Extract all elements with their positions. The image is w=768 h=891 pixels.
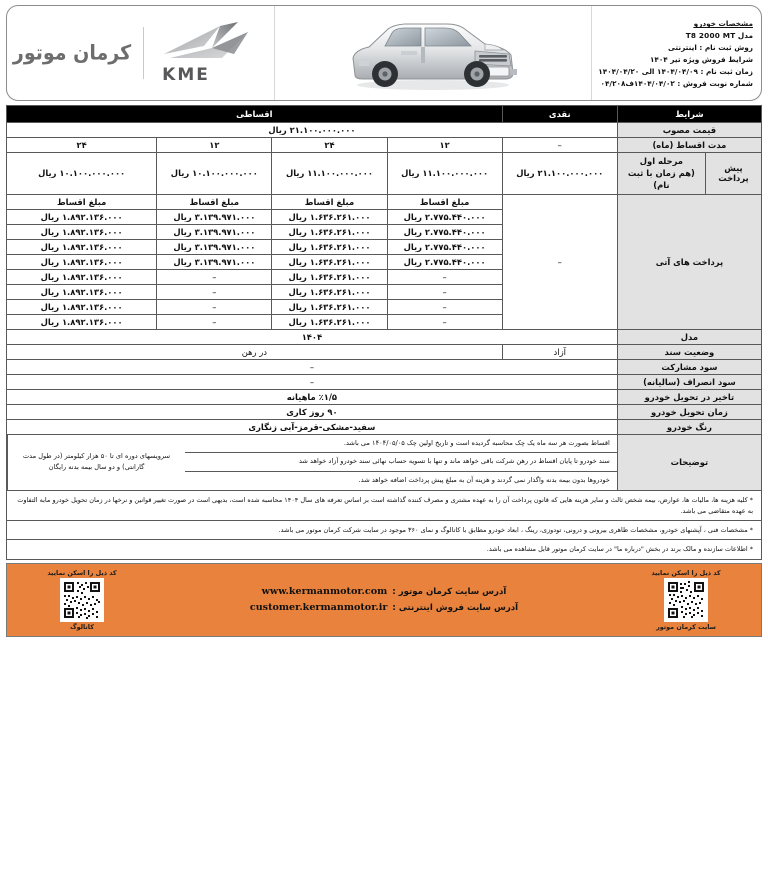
value-delivery-delay: ٪۱/۵ ماهیانه (7, 389, 618, 404)
value-vehicle-color: سفید-مشکی-قرمز-آبی زنگاری (7, 419, 618, 434)
row-vehicle-color (7, 419, 762, 434)
table-header-row (7, 106, 762, 123)
brand-logo (7, 6, 275, 100)
inst-cell: – (157, 269, 272, 284)
row-partnership-profit (7, 359, 762, 374)
prepay-stage-sub: (هم زمان با ثبت نام) (627, 168, 695, 191)
prepay-stage-main: مرحله اول (639, 156, 683, 166)
inst-cell: ۱.۶۳۶.۲۶۱.۰۰۰ ریال (272, 284, 387, 299)
vehicle-specs-block (591, 6, 761, 100)
row-notes (7, 434, 762, 491)
shop-address-label: آدرس سایت فروش اینترنتی : (392, 602, 519, 613)
shop-address-line (250, 602, 518, 613)
register-time: زمان ثبت نام : ۱۴۰۴/۰۴/۰۹ الی ۱۴۰۴/۰۴/۲۰ (598, 66, 753, 76)
value-model: ۱۴۰۴ (7, 329, 618, 344)
inst-cell: ۱.۶۳۶.۲۶۱.۰۰۰ ریال (272, 269, 387, 284)
note-bullet: * کلیه هزینه ها، مالیات ها، عوارض، بیمه شخص ثالث و سایر هزینه هایی که قانون پرداخت آن را به عهده مشتری و مصرف کننده گذاشته است بر اساس تعرفه های سال ۱۴۰۴ محاسبه شده است، بدیهی است در صورت تغییر قوانین و نرخها در زمان تحویل خودرو مابه التفاوت به عهده متقاضی می باشد. (7, 491, 761, 521)
document-header (6, 5, 762, 101)
inst-cell: ۱.۶۳۶.۲۶۱.۰۰۰ ریال (272, 314, 387, 329)
footer-addresses (157, 586, 611, 613)
vehicle-image-block (275, 6, 591, 100)
qr-caption-site: سایت کرمان موتور (656, 622, 716, 631)
label-delivery-time: زمان تحویل خودرو (617, 404, 761, 419)
inst-cell: ۱.۸۹۲.۱۳۶.۰۰۰ ریال (7, 284, 157, 299)
value-delivery-time: ۹۰ روز کاری (7, 404, 618, 419)
label-prepayment: پیش پرداخت (705, 153, 761, 195)
inst-cell: ۱.۸۹۲.۱۳۶.۰۰۰ ریال (7, 239, 157, 254)
installment-header-2: مبلغ اقساط (272, 194, 387, 209)
inst-cell: – (387, 269, 502, 284)
inst-cell: ۱.۸۹۲.۱۳۶.۰۰۰ ریال (7, 269, 157, 284)
qr-code-site-icon[interactable] (664, 578, 708, 622)
document-footer (6, 563, 762, 637)
inst-cell: ۱.۸۹۲.۱۳۶.۰۰۰ ریال (7, 254, 157, 269)
label-delivery-delay: تاخیر در تحویل خودرو (617, 389, 761, 404)
header-terms: شرایط (617, 106, 761, 123)
cash-future-dash: – (502, 194, 617, 329)
price-conditions-table (6, 105, 762, 560)
inst-cell: ۲.۷۷۵.۴۴۰.۰۰۰ ریال (387, 239, 502, 254)
doc-status-installment: در رهن (7, 344, 503, 359)
inst-cell: ۲.۷۷۵.۴۴۰.۰۰۰ ریال (387, 254, 502, 269)
row-model (7, 329, 762, 344)
pickup-truck-icon (335, 11, 531, 95)
inst-cell: – (157, 314, 272, 329)
row-notes-bullets (7, 491, 762, 560)
header-cash: نقدی (502, 106, 617, 123)
inst-cell: ۳.۱۳۹.۹۷۱.۰۰۰ ریال (157, 254, 272, 269)
installment-header-3: مبلغ اقساط (157, 194, 272, 209)
sale-round-number: شماره نوبت فروش : ۱۴۰۴/۰۴/۰۲ف۰۴/۲۰۸ (600, 78, 753, 88)
inst-cell: ۱.۸۹۲.۱۳۶.۰۰۰ ریال (7, 209, 157, 224)
label-prepayment-stage (617, 153, 705, 195)
row-delivery-time (7, 404, 762, 419)
specs-title: مشخصات خودرو (693, 19, 753, 29)
prepay-col-1: ۱۱.۱۰۰.۰۰۰.۰۰۰ ریال (387, 153, 502, 195)
scan-caption-left: کد ذیل را اسکن نمایید (47, 568, 117, 577)
row-prepayment (7, 153, 762, 195)
inst-cell: ۲.۷۷۵.۴۴۰.۰۰۰ ریال (387, 224, 502, 239)
site-address-url[interactable]: www.kermanmotor.com (261, 586, 388, 598)
qr-block-catalog (7, 564, 157, 636)
note-sub-item: اقساط بصورت هر سه ماه یک چک محاسبه گردیده است و تاریخ اولین چک ۱۴۰۴/۰۵/۰۵ می باشد. (185, 435, 617, 454)
notes-sub-list (185, 435, 617, 491)
kme-wordmark: KME (162, 65, 210, 85)
inst-cell: – (387, 314, 502, 329)
inst-cell: ۱.۶۳۶.۲۶۱.۰۰۰ ریال (272, 299, 387, 314)
label-future-payments: پرداخت های آتی (617, 194, 761, 329)
shop-address-url[interactable]: customer.kermanmotor.ir (249, 602, 388, 614)
inst-cell: – (387, 284, 502, 299)
note-sub-item: سند خودرو تا پایان اقساط در رهن شرکت باقی خواهد ماند و تنها با تسویه حساب نهائی سند خودرو آزاد خواهد شد (185, 453, 617, 472)
notes-container (7, 434, 618, 491)
scan-caption-right: کد ذیل را اسکن نمایید (651, 568, 721, 577)
site-address-line (262, 586, 507, 597)
inst-cell: ۳.۱۳۹.۹۷۱.۰۰۰ ریال (157, 239, 272, 254)
row-doc-status (7, 344, 762, 359)
prepay-col-4: ۱۰.۱۰۰.۰۰۰.۰۰۰ ریال (7, 153, 157, 195)
value-partnership-profit: – (7, 359, 618, 374)
label-approved-price: قیمت مصوب (617, 123, 761, 138)
inst-cell: ۱.۸۹۲.۱۳۶.۰۰۰ ریال (7, 299, 157, 314)
label-doc-status: وضعیت سند (617, 344, 761, 359)
label-cancel-profit: سود انصراف (سالیانه) (617, 374, 761, 389)
installment-header-4: مبلغ اقساط (7, 194, 157, 209)
label-duration: مدت اقساط (ماه) (617, 138, 761, 153)
note-bullet: * اطلاعات سازنده و مالک برند در بخش "درباره ما" در سایت کرمان موتور قابل مشاهده می باشد. (486, 545, 753, 554)
row-approved-price (7, 123, 762, 138)
doc-status-cash: آزاد (502, 344, 617, 359)
duration-cash: – (502, 138, 617, 153)
prepay-col-2: ۱۱.۱۰۰.۰۰۰.۰۰۰ ریال (272, 153, 387, 195)
site-address-label: آدرس سایت کرمان موتور : (392, 586, 507, 597)
inst-cell: ۱.۶۳۶.۲۶۱.۰۰۰ ریال (272, 239, 387, 254)
note-sub-item: خودروها بدون بیمه بدنه واگذار نمی گردند و هزینه آن به مبلغ پیش پرداخت اضافه خواهد شد. (358, 476, 610, 485)
value-approved-price: ۲۱.۱۰۰.۰۰۰.۰۰۰ ریال (7, 123, 618, 138)
inst-cell: ۳.۱۳۹.۹۷۱.۰۰۰ ریال (157, 224, 272, 239)
notes-bullets-container (7, 491, 762, 560)
sale-conditions: شرایط فروش ویژه تیر ۱۴۰۴ (649, 55, 753, 64)
qr-caption-catalog: کاتالوگ (70, 622, 94, 631)
inst-cell: ۱.۶۳۶.۲۶۱.۰۰۰ ریال (272, 209, 387, 224)
duration-col-1: ۱۲ (387, 138, 502, 153)
label-notes: توضیحات (617, 434, 761, 491)
service-note-text: سرویسهای دوره ای تا ۵۰ هزار کیلومتر (در طول مدت گارانتی) و دو سال بیمه بدنه رایگان (22, 452, 171, 472)
value-cancel-profit: – (7, 374, 618, 389)
note-bullet: * مشخصات فنی ، آپشنهای خودرو، مشخصات ظاهری بیرونی و درونی، تودوزی، رینگ ، ابعاد خودرو مطابق با کاتالوگ و نمای ۳۶۰ موجود در سایت شرکت کرمان موتور می باشد. (7, 521, 761, 540)
inst-cell: ۱.۸۹۲.۱۳۶.۰۰۰ ریال (7, 314, 157, 329)
qr-code-catalog-icon[interactable] (60, 578, 104, 622)
label-partnership-profit: سود مشارکت (617, 359, 761, 374)
row-cancel-profit (7, 374, 762, 389)
register-method: روش ثبت نام : اینترنتی (668, 43, 753, 53)
inst-cell: ۱.۶۳۶.۲۶۱.۰۰۰ ریال (272, 224, 387, 239)
prepay-cash: ۲۱.۱۰۰.۰۰۰.۰۰۰ ریال (502, 153, 617, 195)
installment-header-1: مبلغ اقساط (387, 194, 502, 209)
logo-divider (143, 27, 144, 79)
inst-cell: – (157, 284, 272, 299)
row-duration (7, 138, 762, 153)
inst-cell: – (157, 299, 272, 314)
label-model: مدل (617, 329, 761, 344)
duration-col-4: ۲۴ (7, 138, 157, 153)
inst-cell: ۲.۷۷۵.۴۴۰.۰۰۰ ریال (387, 209, 502, 224)
label-vehicle-color: رنگ خودرو (617, 419, 761, 434)
prepay-col-3: ۱۰.۱۰۰.۰۰۰.۰۰۰ ریال (157, 153, 272, 195)
inst-cell: ۱.۸۹۲.۱۳۶.۰۰۰ ریال (7, 224, 157, 239)
duration-col-3: ۱۲ (157, 138, 272, 153)
duration-col-2: ۲۴ (272, 138, 387, 153)
inst-cell: – (387, 299, 502, 314)
service-note-block (7, 435, 185, 491)
kme-logo-icon (156, 20, 268, 86)
header-installment: اقساطی (7, 106, 503, 123)
notes-top-section (7, 435, 617, 491)
qr-block-site (611, 564, 761, 636)
inst-cell: ۱.۶۳۶.۲۶۱.۰۰۰ ریال (272, 254, 387, 269)
brand-name-fa: کرمان موتور (12, 41, 132, 65)
row-installment-headers (7, 194, 762, 209)
model-line: مدل T8 2000 MT (685, 31, 753, 41)
row-delivery-delay (7, 389, 762, 404)
inst-cell: ۳.۱۳۹.۹۷۱.۰۰۰ ریال (157, 209, 272, 224)
